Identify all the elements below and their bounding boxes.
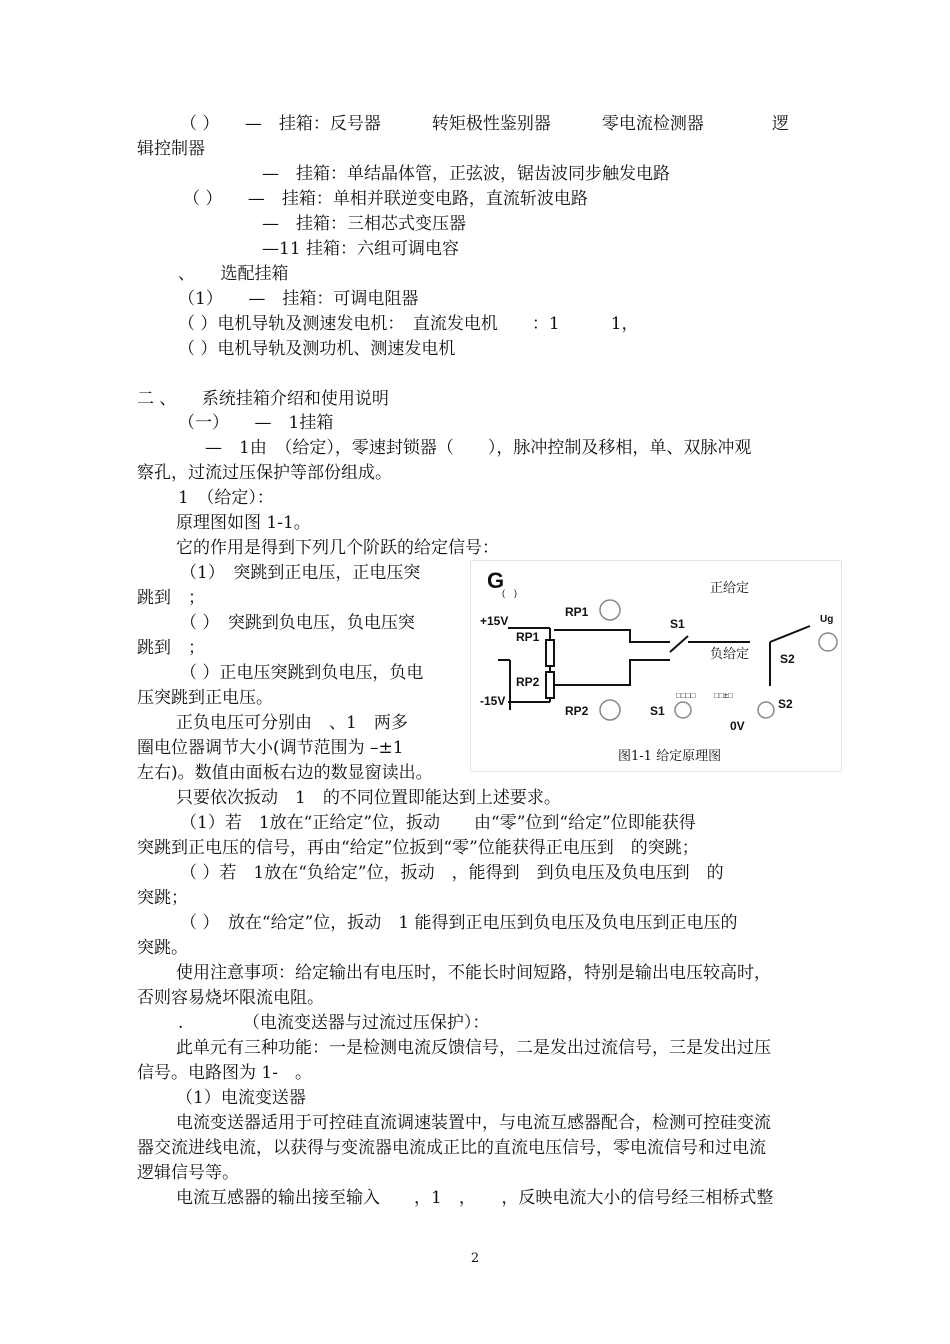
text-line: （1）电流变送器	[176, 1088, 306, 1108]
text-line: 此单元有三种功能：一是检测电流反馈信号，二是发出过流信号，三是发出过压	[176, 1038, 771, 1058]
text-line: （1） — 挂箱：可调电阻器	[178, 289, 419, 309]
text-line: （ ） 突跳到负电压，负电压突	[180, 613, 415, 633]
section-heading: 二 、 系统挂箱介绍和使用说明	[137, 389, 389, 409]
switch-s1-knob-icon	[675, 702, 691, 718]
text-line: （ ） — 挂箱：单相并联逆变电路，直流斩波电路	[183, 189, 588, 209]
figure-title-sub: ( )	[502, 588, 517, 598]
text-line: （ ）电机导轨及测速发电机： 直流发电机 ：1 1，	[178, 314, 639, 334]
label-ug: Ug	[820, 614, 834, 625]
page-number: 2	[470, 1251, 480, 1266]
label-s2-b: S2	[778, 697, 793, 711]
label-ov: 0V	[730, 719, 745, 733]
label-pos: 正给定	[710, 581, 750, 596]
label-s1-a: S1	[670, 617, 685, 631]
text-line: （ ）电机导轨及测功机、测速发电机	[178, 339, 456, 359]
text-line: 察孔，过流过压保护等部份组成。	[137, 463, 392, 483]
output-ug-terminal-icon	[819, 633, 837, 651]
text-line: （ ）若 1放在“负给定”位，扳动 ，能得到 到负电压及负电压到 的	[180, 863, 724, 883]
knob-rp2-icon	[600, 700, 620, 720]
text-line: 只要依次扳动 1 的不同位置即能达到上述要求。	[176, 788, 561, 808]
text-line: —11 挂箱：六组可调电容	[262, 239, 460, 259]
label-rp1-a: RP1	[565, 605, 589, 619]
label-neg: 负给定	[710, 647, 750, 662]
label-rp1-b: RP1	[516, 630, 540, 644]
label-rp2-a: RP2	[565, 704, 589, 718]
text-line: 跳到 ；	[137, 588, 205, 608]
text-line: 突跳到正电压的信号，再由“给定”位扳到“零”位能获得正电压到 的突跳；	[137, 838, 699, 858]
text-line: 使用注意事项：给定输出有电压时，不能长时间短路，特别是输出电压较高时，	[176, 963, 771, 983]
label-s2-a: S2	[780, 652, 795, 666]
text-line: 突跳；	[137, 888, 188, 908]
text-line: 突跳。	[137, 938, 188, 958]
text-line: 信号。电路图为 1- 。	[137, 1063, 312, 1083]
resistor-rp2	[546, 672, 554, 698]
label-minus15: -15V	[480, 694, 506, 708]
text-line: （一） — 1挂箱	[178, 413, 334, 433]
text-line: 1 （给定）：	[178, 488, 274, 508]
text-line: 原理图如图 1-1。	[176, 513, 311, 533]
text-line: . （电流变送器与过流过压保护）：	[178, 1013, 490, 1033]
text-line: 器交流进线电流，以获得与变流器电流成正比的直流电压信号，零电流信号和过电流	[137, 1138, 766, 1158]
text-line: 、 选配挂箱	[178, 264, 289, 284]
text-line: 压突跳到正电压。	[137, 688, 273, 708]
label-plus15: +15V	[480, 614, 509, 628]
circuit-diagram-figure	[470, 560, 842, 772]
text-line: 电流互感器的输出接至输入 ，1 ， ，反映电流大小的信号经三相桥式整	[176, 1188, 774, 1208]
knob-rp1-icon	[600, 600, 620, 620]
label-s1-b: S1	[650, 704, 665, 718]
figure-frame	[471, 561, 842, 772]
switch-s2-knob-icon	[758, 702, 774, 718]
text-line: — 挂箱：三相芯式变压器	[262, 214, 466, 234]
text-line: （1）若 1放在“正给定”位，扳动 由“零”位到“给定”位即能获得	[180, 813, 696, 833]
text-line: 圈电位器调节大小(调节范围为 –±1	[137, 738, 404, 758]
text-line: （ ） 放在“给定”位，扳动 1 能得到正电压到负电压及负电压到正电压的	[180, 913, 738, 933]
resistor-rp1	[546, 640, 554, 666]
text-line: 正负电压可分别由 、1 两多	[176, 713, 408, 733]
text-line: 辑控制器	[137, 139, 205, 159]
text-line: — 1由 （给定），零速封锁器（ ），脉冲控制及移相，单、双脉冲观	[205, 438, 752, 458]
label-small-2: □□±□	[714, 691, 733, 700]
text-line: 电流变送器适用于可控硅直流调速装置中，与电流互感器配合，检测可控硅变流	[176, 1113, 771, 1133]
text-line: （ ）正电压突跳到负电压，负电	[180, 663, 424, 683]
text-line: 跳到 ；	[137, 638, 205, 658]
figure-title-g: G	[487, 568, 505, 593]
text-line: 它的作用是得到下列几个阶跃的给定信号：	[176, 538, 499, 558]
label-rp2-b: RP2	[516, 675, 540, 689]
text-line: — 挂箱：单结晶体管，正弦波，锯齿波同步触发电路	[262, 164, 670, 184]
text-line: 否则容易烧坏限流电阻。	[137, 988, 324, 1008]
text-line: 左右)。数值由面板右边的数显窗读出。	[137, 763, 433, 783]
text-line: 逻辑信号等。	[137, 1163, 239, 1183]
text-line: （1） 突跳到正电压，正电压突	[180, 563, 421, 583]
text-line: （ ） — 挂箱：反号器 转矩极性鉴别器 零电流检测器 逻	[180, 114, 789, 134]
label-small-1: □□□□	[676, 691, 696, 700]
figure-caption: 图1-1 给定原理图	[618, 749, 722, 764]
